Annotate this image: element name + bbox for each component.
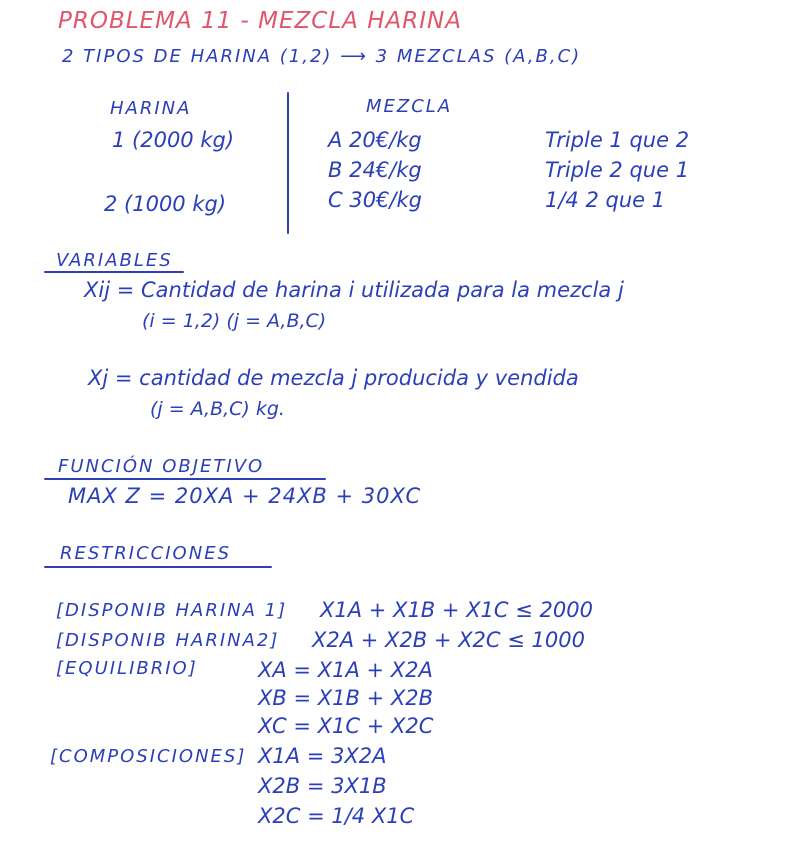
restriction-label-disponib-2: [DISPONIB HARINA2] [56, 630, 280, 651]
restriction-expr-comp-b: X2B = 3X1B [258, 774, 387, 798]
restriction-expr-equilibrio-a: XA = X1A + X2A [258, 658, 433, 682]
objective-expression: MAX Z = 20XA + 24XB + 30XC [68, 484, 422, 508]
restrictions-underline [44, 566, 272, 568]
restriction-expr-comp-a: X1A = 3X2A [258, 744, 387, 768]
restriction-expr-disponib-2: X2A + X2B + X2C ≤ 1000 [312, 628, 585, 652]
mezcla-b-note: Triple 2 que 1 [545, 158, 690, 182]
restriction-expr-equilibrio-b: XB = X1B + X2B [258, 686, 433, 710]
restriction-expr-disponib-1: X1A + X1B + X1C ≤ 2000 [320, 598, 593, 622]
xij-definition: Xij = Cantidad de harina i utilizada para la mezcla j [84, 278, 624, 302]
mezcla-b-price: B 24€/kg [328, 158, 422, 182]
xj-range: (j = A,B,C) kg. [150, 398, 285, 420]
restrictions-heading: RESTRICCIONES [60, 543, 231, 564]
variables-underline [44, 271, 184, 273]
restriction-expr-equilibrio-c: XC = X1C + X2C [258, 714, 434, 738]
objective-underline [44, 478, 326, 480]
harina-header: HARINA [110, 98, 192, 119]
mezcla-a-price: A 20€/kg [328, 128, 422, 152]
mezcla-c-note: 1/4 2 que 1 [545, 188, 666, 212]
restriction-label-disponib-1: [DISPONIB HARINA 1] [56, 600, 288, 621]
restriction-label-composiciones: [COMPOSICIONES] [50, 746, 247, 767]
mezcla-a-note: Triple 1 que 2 [545, 128, 690, 152]
problem-title: PROBLEMA 11 - MEZCLA HARINA [58, 8, 462, 34]
problem-subtitle: 2 TIPOS DE HARINA (1,2) ⟶ 3 MEZCLAS (A,B,C) [62, 46, 582, 67]
harina-2: 2 (1000 kg) [104, 192, 227, 216]
restriction-expr-comp-c: X2C = 1/4 X1C [258, 804, 415, 828]
restriction-label-equilibrio: [EQUILIBRIO] [56, 658, 198, 679]
variables-heading: VARIABLES [56, 250, 173, 271]
xj-definition: Xj = cantidad de mezcla j producida y vendida [88, 366, 579, 390]
mezcla-header: MEZCLA [366, 96, 453, 117]
objective-heading: FUNCIÓN OBJETIVO [58, 456, 265, 477]
table-divider [287, 92, 289, 234]
harina-1: 1 (2000 kg) [112, 128, 235, 152]
xij-range: (i = 1,2) (j = A,B,C) [142, 310, 327, 332]
mezcla-c-price: C 30€/kg [328, 188, 422, 212]
